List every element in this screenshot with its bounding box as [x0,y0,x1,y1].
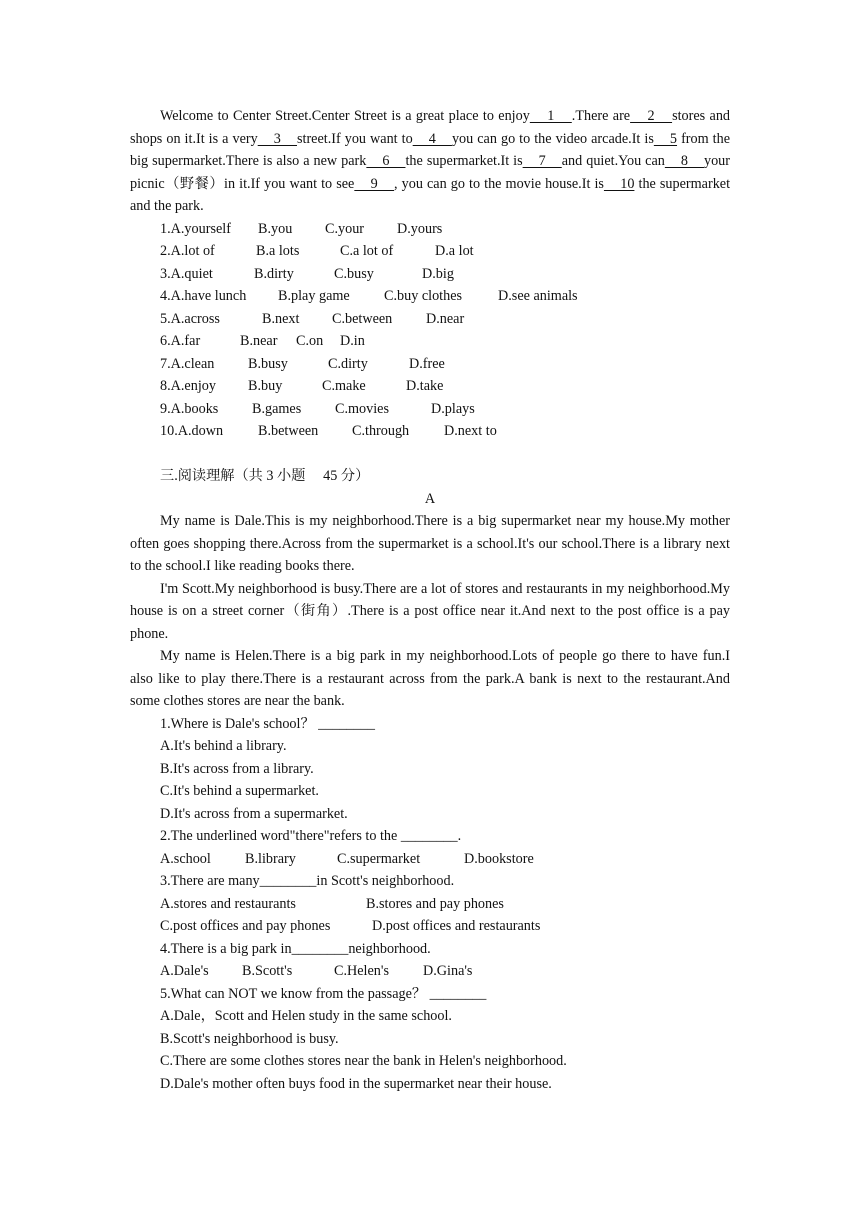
cloze-option-row-1 [130,218,730,241]
question-5-option-b: B.Scott's neighborhood is busy. [160,1030,339,1047]
cloze-text: your picnic（野餐）in it.If you want to see [130,153,730,192]
cloze-option: 3.A.quiet [160,265,213,282]
cloze-option: 2.A.lot of [160,243,215,259]
cloze-option: D.yours [397,220,443,237]
cloze-text: , you can go to the movie house.It is [394,175,604,192]
blank-8: 8 [664,153,704,169]
worksheet-page [130,105,730,1095]
option: B.library [245,850,296,867]
question-1-option-c: C.It's behind a supermarket. [160,783,319,799]
question-4-options [130,960,730,983]
question-1-option-a: A.It's behind a library. [160,738,287,754]
cloze-option-row-2 [130,240,730,263]
blank-5: 5 [653,130,678,147]
question-5-option-d: D.Dale's mother often buys food in the supermarket near their house. [160,1075,552,1092]
cloze-text: .There are [571,108,631,124]
blank-9: 9 [354,175,395,192]
cloze-option: C.busy [334,265,374,282]
blank-6: 6 [366,153,406,169]
blank-2: 2 [630,108,673,124]
cloze-option: 4.A.have lunch [160,288,247,304]
cloze-option: D.plays [431,400,475,417]
cloze-option: 10.A.down [160,423,224,439]
cloze-text: the supermarket and the park. [130,175,731,214]
passage-label: A [424,490,436,507]
cloze-options [130,218,730,443]
cloze-passage [130,105,730,218]
cloze-option-row-5 [130,308,730,331]
cloze-option: D.next to [444,423,497,439]
option: B.stores and pay phones [366,895,504,912]
option: D.bookstore [464,850,534,867]
cloze-option: 1.A.yourself [160,220,231,237]
blank-1: 1 [529,108,572,124]
cloze-option: B.you [258,220,293,237]
cloze-text: the supermarket.It is [405,153,523,169]
option: C.Helen's [334,963,389,979]
cloze-text: stores and shops on it.It is a very [130,108,731,147]
cloze-option: D.free [409,355,445,372]
blank-4: 4 [412,130,452,147]
question-3-options-2 [130,915,730,938]
cloze-text: Welcome to Center Street.Center Street is a great place to enjoy [160,108,530,124]
cloze-option: B.games [252,400,302,417]
cloze-option: B.a lots [256,243,300,259]
cloze-option: C.buy clothes [384,288,463,304]
blank-7: 7 [522,153,562,169]
question-1: 1.Where is Dale's school？ ________ [160,715,375,732]
cloze-text: street.If you want to [296,130,413,147]
cloze-option: C.between [332,310,393,327]
cloze-text: from the big supermarket.There is also a new park [130,130,730,169]
question-2: 2.The underlined word"there"refers to the ________. [160,828,462,844]
question-2-options [130,848,730,871]
option: A.stores and restaurants [160,895,296,912]
option: B.Scott's [242,963,293,979]
cloze-option: B.near [240,333,278,349]
cloze-option: C.make [322,378,366,394]
cloze-option: B.play game [278,288,350,304]
cloze-option: D.a lot [435,243,474,259]
passage-paragraph-helen: My name is Helen.There is a big park in my neighborhood.Lots of people go there to have fun.I also like to play there.There is a restaurant across from the park.A bank is next to the restaurant.And some clothes stores are near the bank. [130,648,730,709]
cloze-option: C.movies [335,400,389,417]
cloze-option: 9.A.books [160,400,219,417]
cloze-option: C.dirty [328,355,368,372]
question-3: 3.There are many________in Scott's neighborhood. [160,873,455,889]
cloze-option-row-6 [130,330,730,353]
passage-paragraph-scott: I'm Scott.My neighborhood is busy.There are a lot of stores and restaurants in my neighborhood.My house is on a street corner（街角）.There is a post office near it.And next to the post office is a pay phone. [130,580,730,642]
question-1-option-d: D.It's across from a supermarket. [160,805,348,822]
question-5: 5.What can NOT we know from the passage？ ________ [160,985,487,1002]
cloze-option-row-7 [130,353,730,376]
question-3-options [130,893,730,916]
cloze-option: B.dirty [254,265,294,282]
cloze-option: B.between [258,423,319,439]
question-1-option-b: B.It's across from a library. [160,760,314,777]
cloze-option: B.buy [248,378,283,394]
question-5-option-a: A.Dale，Scott and Helen study in the same school. [160,1008,452,1024]
option: C.supermarket [337,850,421,867]
cloze-option-row-10 [130,420,730,443]
option: A.Dale's [160,963,209,979]
cloze-option: D.near [426,310,465,327]
option: C.post offices and pay phones [160,918,331,934]
section-heading: 三.阅读理解（共 3 小题 45 分） [160,468,370,484]
cloze-option: C.your [325,220,365,237]
blank-10: 10 [603,175,635,192]
blank-3: 3 [257,130,297,147]
cloze-option: D.big [422,265,454,282]
option: D.post offices and restaurants [372,918,541,934]
cloze-option: 5.A.across [160,310,220,327]
cloze-option: 7.A.clean [160,355,215,372]
cloze-option: B.next [262,310,300,327]
cloze-option-row-3 [130,263,730,286]
cloze-option: C.a lot of [340,243,394,259]
cloze-option: 6.A.far [160,333,201,349]
cloze-option-row-8 [130,375,730,398]
question-4: 4.There is a big park in________neighborhood. [160,940,431,957]
passage-paragraph-dale: My name is Dale.This is my neighborhood.There is a big supermarket near my house.My mother often goes shopping there.Across from the supermarket is a school.It's our school.There is a library next to the school.I like reading books there. [130,513,730,574]
cloze-option: D.see animals [498,288,578,304]
cloze-option: 8.A.enjoy [160,378,216,394]
cloze-option-row-9 [130,398,730,421]
option: D.Gina's [423,963,473,979]
question-5-option-c: C.There are some clothes stores near the bank in Helen's neighborhood. [160,1053,567,1069]
cloze-text: you can go to the video arcade.It is [451,130,654,147]
cloze-text: and quiet.You can [561,153,665,169]
cloze-option-row-4 [130,285,730,308]
cloze-option: D.in [340,333,365,349]
option: A.school [160,850,211,867]
cloze-option: D.take [406,378,444,394]
cloze-option: C.on [296,333,324,349]
cloze-option: B.busy [248,355,288,372]
cloze-option: C.through [352,423,410,439]
